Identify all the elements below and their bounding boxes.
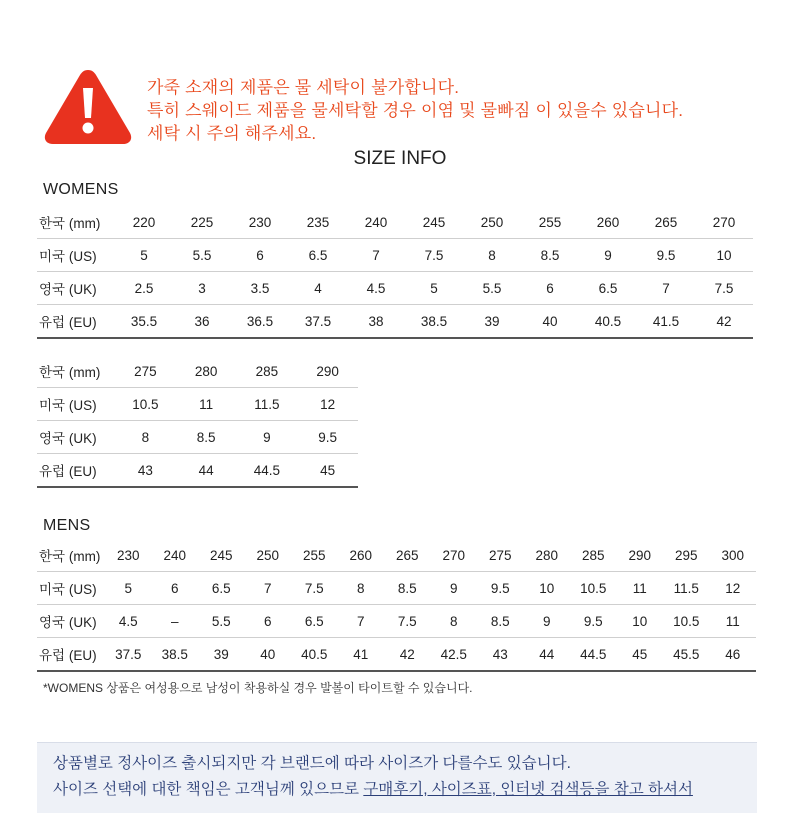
row-label: 유럽 (EU) xyxy=(37,305,115,339)
size-cell: – xyxy=(152,605,199,638)
size-cell: 7 xyxy=(338,605,385,638)
size-cell: 45 xyxy=(297,454,358,488)
size-cell: 8 xyxy=(338,572,385,605)
size-cell: 12 xyxy=(710,572,757,605)
size-cell: 5 xyxy=(405,272,463,305)
info-line-2-text: 사이즈 선택에 대한 책임은 고객님께 있으므로 xyxy=(53,781,364,798)
row-label: 미국 (US) xyxy=(37,572,105,605)
size-cell: 41 xyxy=(338,638,385,672)
size-row-uk xyxy=(37,421,358,454)
size-cell: 8 xyxy=(463,239,521,272)
row-label: 한국 (mm) xyxy=(37,206,115,239)
size-cell: 290 xyxy=(297,355,358,388)
size-cell: 240 xyxy=(152,539,199,572)
size-cell: 35.5 xyxy=(115,305,173,339)
size-cell: 37.5 xyxy=(289,305,347,339)
size-cell: 250 xyxy=(463,206,521,239)
page-title: SIZE INFO xyxy=(353,148,447,169)
size-cell: 44.5 xyxy=(570,638,617,672)
size-cell: 11.5 xyxy=(237,388,298,421)
size-cell: 6.5 xyxy=(579,272,637,305)
size-cell: 255 xyxy=(291,539,338,572)
row-label: 미국 (US) xyxy=(37,388,115,421)
size-cell: 8.5 xyxy=(384,572,431,605)
womens-size-table xyxy=(37,206,753,339)
size-cell: 225 xyxy=(173,206,231,239)
size-cell: 5 xyxy=(115,239,173,272)
warning-icon xyxy=(42,66,134,146)
size-cell: 6 xyxy=(231,239,289,272)
size-cell: 40.5 xyxy=(579,305,637,339)
size-cell: 4 xyxy=(289,272,347,305)
size-cell: 43 xyxy=(115,454,176,488)
size-cell: 10.5 xyxy=(570,572,617,605)
size-cell: 10 xyxy=(617,605,664,638)
size-cell: 11 xyxy=(176,388,237,421)
size-cell: 8.5 xyxy=(521,239,579,272)
size-cell: 11 xyxy=(710,605,757,638)
size-cell: 38.5 xyxy=(152,638,199,672)
row-label: 영국 (UK) xyxy=(37,605,105,638)
size-cell: 44.5 xyxy=(237,454,298,488)
size-cell: 8.5 xyxy=(477,605,524,638)
row-label: 영국 (UK) xyxy=(37,272,115,305)
warning-line-2: 특히 스웨이드 제품을 물세탁할 경우 이염 및 물빠짐 이 있을수 있습니다. xyxy=(147,101,684,120)
size-cell: 6.5 xyxy=(289,239,347,272)
size-cell: 45 xyxy=(617,638,664,672)
size-cell: 5 xyxy=(105,572,152,605)
size-cell: 40 xyxy=(521,305,579,339)
row-label: 유럽 (EU) xyxy=(37,454,115,488)
size-cell: 11 xyxy=(617,572,664,605)
size-cell: 37.5 xyxy=(105,638,152,672)
info-line-2-underlined: 구매후기, 사이즈표, 인터넷 검색등을 참고 하셔서 xyxy=(363,781,693,798)
size-cell: 5.5 xyxy=(173,239,231,272)
size-row-us xyxy=(37,388,358,421)
size-cell: 260 xyxy=(338,539,385,572)
size-cell: 38 xyxy=(347,305,405,339)
size-cell: 280 xyxy=(524,539,571,572)
size-row-kr xyxy=(37,355,358,388)
size-cell: 41.5 xyxy=(637,305,695,339)
size-row-uk xyxy=(37,272,753,305)
size-cell: 6.5 xyxy=(198,572,245,605)
warning-line-1: 가죽 소재의 제품은 물 세탁이 불가합니다. xyxy=(147,78,460,97)
size-cell: 250 xyxy=(245,539,292,572)
mens-label: MENS xyxy=(43,517,91,534)
size-cell: 7.5 xyxy=(405,239,463,272)
row-label: 한국 (mm) xyxy=(37,355,115,388)
row-label: 한국 (mm) xyxy=(37,539,105,572)
size-cell: 9.5 xyxy=(477,572,524,605)
size-cell: 40.5 xyxy=(291,638,338,672)
size-cell: 10 xyxy=(524,572,571,605)
size-cell: 7 xyxy=(245,572,292,605)
washing-warning xyxy=(147,76,683,145)
size-cell: 245 xyxy=(198,539,245,572)
size-cell: 9 xyxy=(524,605,571,638)
size-cell: 5.5 xyxy=(463,272,521,305)
size-cell: 285 xyxy=(570,539,617,572)
size-cell: 9 xyxy=(579,239,637,272)
size-cell: 275 xyxy=(115,355,176,388)
size-cell: 9.5 xyxy=(637,239,695,272)
size-cell: 36 xyxy=(173,305,231,339)
size-cell: 8.5 xyxy=(176,421,237,454)
size-cell: 245 xyxy=(405,206,463,239)
size-cell: 42 xyxy=(695,305,753,339)
size-cell: 280 xyxy=(176,355,237,388)
size-row-us xyxy=(37,572,756,605)
size-cell: 2.5 xyxy=(115,272,173,305)
size-cell: 270 xyxy=(695,206,753,239)
size-info-box xyxy=(37,742,757,813)
size-cell: 255 xyxy=(521,206,579,239)
size-cell: 46 xyxy=(710,638,757,672)
size-cell: 7 xyxy=(347,239,405,272)
info-line-2 xyxy=(53,777,693,799)
size-cell: 230 xyxy=(231,206,289,239)
size-cell: 39 xyxy=(198,638,245,672)
row-label: 영국 (UK) xyxy=(37,421,115,454)
size-row-uk xyxy=(37,605,756,638)
size-cell: 9 xyxy=(431,572,478,605)
size-cell: 42 xyxy=(384,638,431,672)
size-cell: 7.5 xyxy=(291,572,338,605)
size-cell: 8 xyxy=(431,605,478,638)
size-cell: 9.5 xyxy=(297,421,358,454)
size-cell: 275 xyxy=(477,539,524,572)
size-cell: 300 xyxy=(710,539,757,572)
size-cell: 12 xyxy=(297,388,358,421)
womens-label: WOMENS xyxy=(43,181,119,198)
size-cell: 285 xyxy=(237,355,298,388)
size-cell: 39 xyxy=(463,305,521,339)
row-label: 유럽 (EU) xyxy=(37,638,105,672)
size-cell: 240 xyxy=(347,206,405,239)
size-cell: 44 xyxy=(524,638,571,672)
row-label: 미국 (US) xyxy=(37,239,115,272)
size-row-kr xyxy=(37,206,753,239)
size-cell: 230 xyxy=(105,539,152,572)
size-cell: 6.5 xyxy=(291,605,338,638)
size-cell: 11.5 xyxy=(663,572,710,605)
size-cell: 5.5 xyxy=(198,605,245,638)
size-row-eu xyxy=(37,454,358,488)
size-cell: 4.5 xyxy=(347,272,405,305)
size-row-kr xyxy=(37,539,756,572)
size-cell: 38.5 xyxy=(405,305,463,339)
size-cell: 10.5 xyxy=(115,388,176,421)
size-cell: 7 xyxy=(637,272,695,305)
size-cell: 270 xyxy=(431,539,478,572)
warning-line-3: 세탁 시 주의 해주세요. xyxy=(147,124,317,143)
size-cell: 36.5 xyxy=(231,305,289,339)
size-cell: 265 xyxy=(384,539,431,572)
size-cell: 3.5 xyxy=(231,272,289,305)
size-cell: 45.5 xyxy=(663,638,710,672)
size-cell: 7.5 xyxy=(384,605,431,638)
size-cell: 6 xyxy=(521,272,579,305)
size-cell: 7.5 xyxy=(695,272,753,305)
size-cell: 295 xyxy=(663,539,710,572)
size-cell: 3 xyxy=(173,272,231,305)
size-cell: 9.5 xyxy=(570,605,617,638)
size-cell: 42.5 xyxy=(431,638,478,672)
size-cell: 43 xyxy=(477,638,524,672)
size-cell: 290 xyxy=(617,539,664,572)
size-row-eu xyxy=(37,638,756,672)
size-cell: 10.5 xyxy=(663,605,710,638)
size-cell: 6 xyxy=(152,572,199,605)
info-line-1: 상품별로 정사이즈 출시되지만 각 브랜드에 따라 사이즈가 다를수도 있습니다. xyxy=(53,755,571,772)
size-cell: 44 xyxy=(176,454,237,488)
size-cell: 40 xyxy=(245,638,292,672)
womens-fit-note: *WOMENS 상품은 여성용으로 남성이 착용하실 경우 발볼이 타이트할 수 있습니다. xyxy=(43,681,473,695)
womens-size-table-extended xyxy=(37,355,358,488)
size-row-us xyxy=(37,239,753,272)
size-cell: 235 xyxy=(289,206,347,239)
size-cell: 10 xyxy=(695,239,753,272)
size-row-eu xyxy=(37,305,753,339)
mens-size-table xyxy=(37,539,756,672)
size-cell: 8 xyxy=(115,421,176,454)
size-cell: 9 xyxy=(237,421,298,454)
size-cell: 6 xyxy=(245,605,292,638)
size-cell: 265 xyxy=(637,206,695,239)
size-cell: 220 xyxy=(115,206,173,239)
size-cell: 4.5 xyxy=(105,605,152,638)
size-cell: 260 xyxy=(579,206,637,239)
